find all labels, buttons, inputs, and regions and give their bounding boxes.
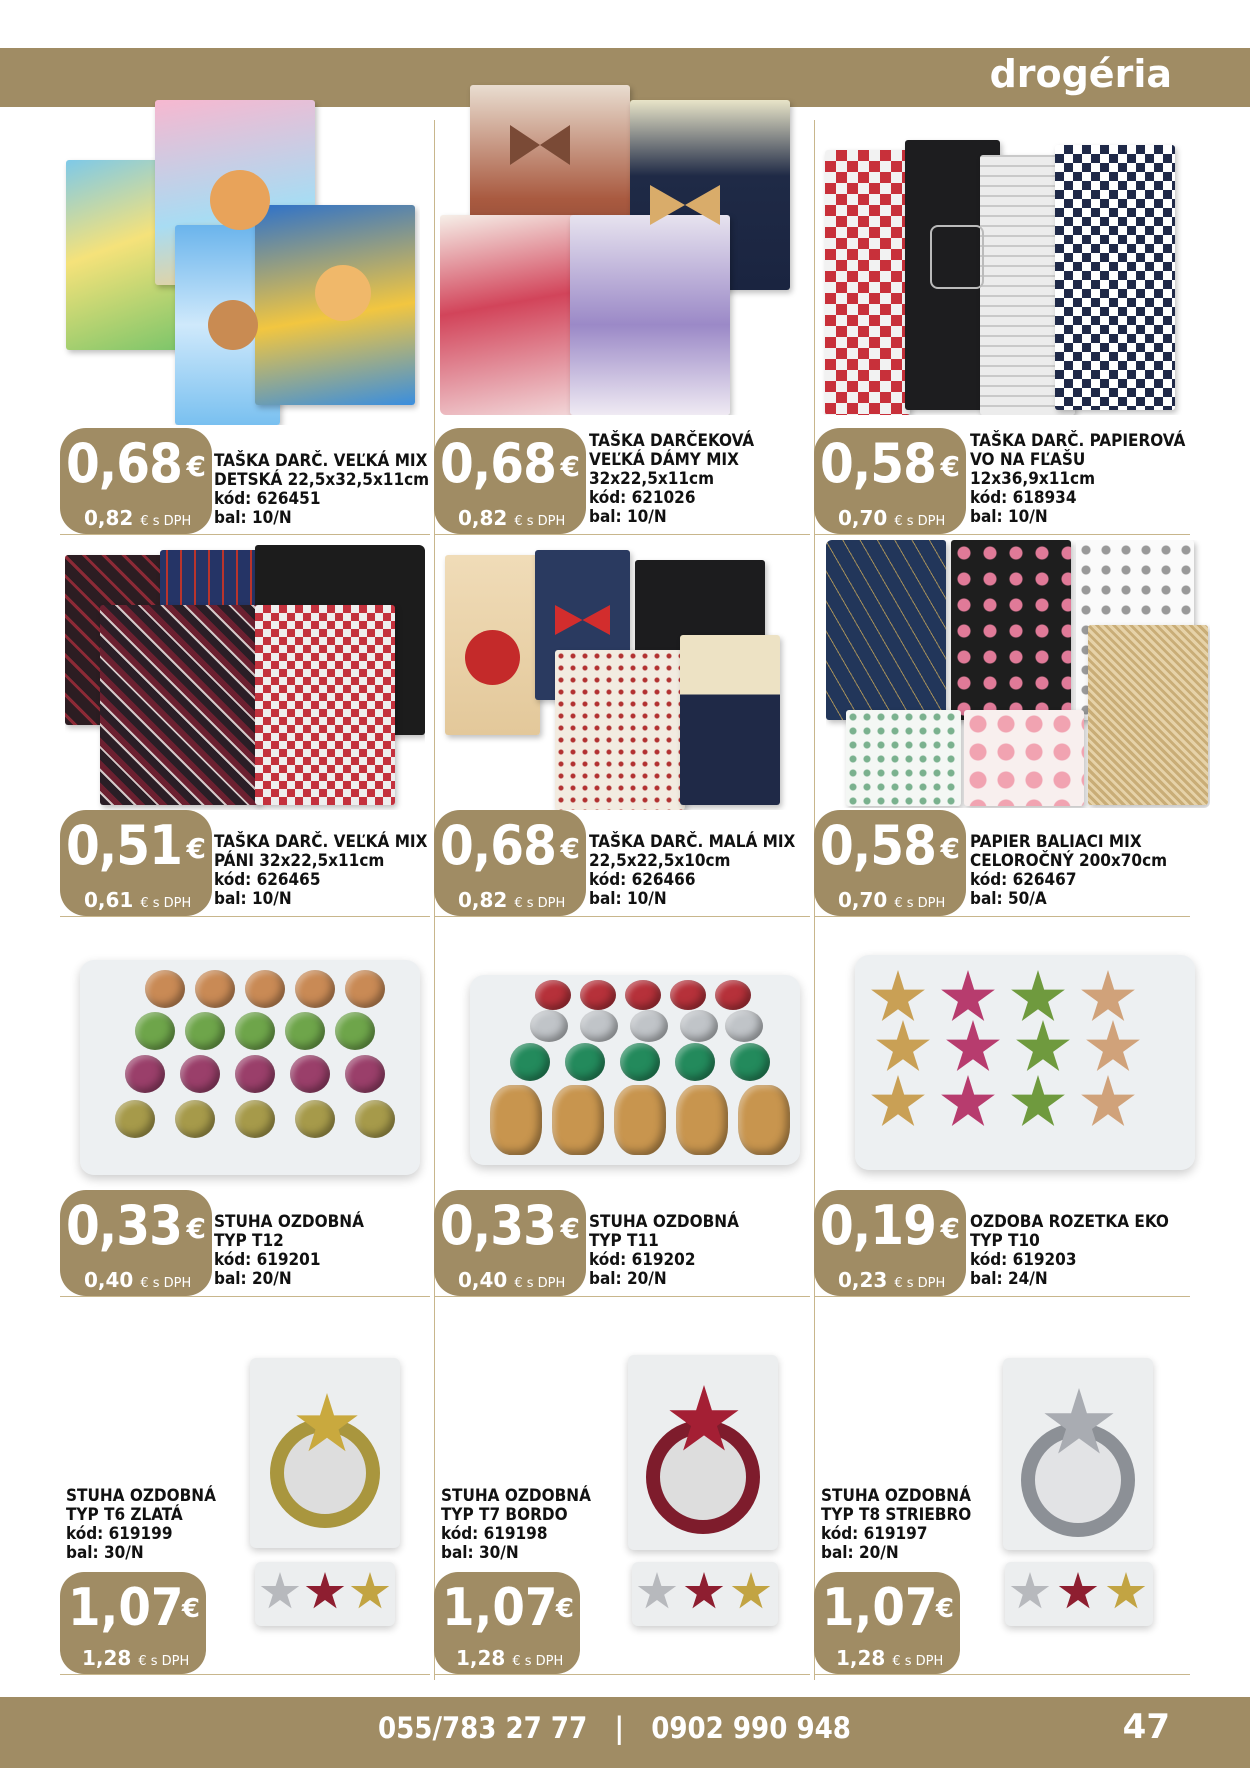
price: 0,58 — [820, 432, 936, 495]
category-title: drogéria — [989, 52, 1172, 96]
card-baseline — [814, 534, 1190, 535]
product-image-ribbon-t6 — [250, 1358, 400, 1548]
currency-symbol: € — [560, 832, 580, 865]
currency-symbol: € — [935, 1594, 954, 1624]
price: 0,33 — [66, 1194, 182, 1257]
price-badge — [434, 428, 586, 534]
card-baseline — [434, 916, 810, 917]
product-description: TAŠKA DARČ. PAPIEROVÁ VO NA FĽAŠU 12x36,9x11cm kód: 618934 bal: 10/N — [970, 431, 1186, 527]
price-badge — [814, 1572, 960, 1674]
price: 1,07 — [442, 1578, 558, 1638]
card-baseline — [814, 916, 1190, 917]
price-badge — [60, 1190, 212, 1296]
phone-landline: 055/783 27 77 — [378, 1711, 588, 1745]
price: 0,33 — [440, 1194, 556, 1257]
product-image-wrapping-paper — [826, 540, 1210, 808]
price-with-vat: 1,28 € s DPH — [456, 1646, 564, 1670]
product-description: TAŠKA DARČ. VEĽKÁ MIX PÁNI 32x22,5x11cm kód: 626465 bal: 10/N — [214, 832, 428, 909]
price-with-vat: 0,70 € s DPH — [838, 506, 946, 530]
phone-mobile: 0902 990 948 — [651, 1711, 851, 1745]
currency-symbol: € — [555, 1594, 574, 1624]
card-baseline — [434, 1674, 810, 1675]
variant-thumbnails — [255, 1562, 395, 1626]
price: 0,58 — [820, 814, 936, 877]
card-baseline — [60, 916, 430, 917]
card-baseline — [434, 1296, 810, 1297]
product-image-small-bags — [440, 545, 810, 810]
price-with-vat: 0,40 € s DPH — [84, 1268, 192, 1292]
product-image-ribbon-t11 — [470, 975, 800, 1165]
currency-symbol: € — [940, 832, 960, 865]
price: 0,68 — [440, 814, 556, 877]
product-description: TAŠKA DARČ. MALÁ MIX 22,5x22,5x10cm kód: 626466 bal: 10/N — [589, 832, 796, 909]
price-badge — [60, 428, 212, 534]
product-image-ladies-bags — [440, 75, 810, 415]
phone-separator: | — [614, 1711, 624, 1745]
price-badge — [814, 428, 966, 534]
price-with-vat: 0,82 € s DPH — [458, 506, 566, 530]
variant-thumbnails — [632, 1562, 778, 1626]
price-badge — [60, 1572, 206, 1674]
price: 0,68 — [440, 432, 556, 495]
price-badge — [434, 1572, 580, 1674]
card-baseline — [60, 534, 430, 535]
column-divider — [434, 120, 435, 1680]
contact-phones — [378, 1711, 851, 1745]
product-description: STUHA OZDOBNÁ TYP T12 kód: 619201 bal: 20/N — [214, 1212, 364, 1289]
card-baseline — [60, 1674, 430, 1675]
price-with-vat: 0,70 € s DPH — [838, 888, 946, 912]
product-image-bow-rosette — [855, 955, 1195, 1170]
price-badge — [434, 810, 586, 916]
price-with-vat: 1,28 € s DPH — [82, 1646, 190, 1670]
product-image-ribbon-t12 — [80, 960, 420, 1175]
price: 0,51 — [66, 814, 182, 877]
product-description: TAŠKA DARČEKOVÁ VEĽKÁ DÁMY MIX 32x22,5x11cm kód: 621026 bal: 10/N — [589, 431, 755, 527]
page-footer — [0, 1697, 1250, 1768]
variant-thumbnails — [1005, 1562, 1153, 1626]
product-description: TAŠKA DARČ. VEĽKÁ MIX DETSKÁ 22,5x32,5x11cm kód: 626451 bal: 10/N — [214, 451, 430, 528]
card-baseline — [434, 534, 810, 535]
price-with-vat: 0,82 € s DPH — [458, 888, 566, 912]
product-description: STUHA OZDOBNÁ TYP T6 ZLATÁ kód: 619199 bal: 30/N — [66, 1486, 216, 1563]
card-baseline — [814, 1674, 1190, 1675]
price-badge — [814, 810, 966, 916]
price-with-vat: 0,82 € s DPH — [84, 506, 192, 530]
currency-symbol: € — [186, 450, 206, 483]
price: 1,07 — [68, 1578, 184, 1638]
price: 1,07 — [822, 1578, 938, 1638]
card-baseline — [60, 1296, 430, 1297]
product-description: PAPIER BALIACI MIX CELOROČNÝ 200x70cm kód: 626467 bal: 50/A — [970, 832, 1168, 909]
card-baseline — [814, 1296, 1190, 1297]
price-badge — [434, 1190, 586, 1296]
product-description: STUHA OZDOBNÁ TYP T8 STRIEBRO kód: 619197 bal: 20/N — [821, 1486, 972, 1563]
currency-symbol: € — [940, 1212, 960, 1245]
currency-symbol: € — [560, 1212, 580, 1245]
product-image-ribbon-t8 — [1003, 1358, 1153, 1550]
product-image-men-bags — [65, 545, 425, 810]
price-badge — [60, 810, 212, 916]
product-image-bottle-bags — [820, 135, 1190, 415]
currency-symbol: € — [560, 450, 580, 483]
product-image-ribbon-t7 — [628, 1355, 778, 1550]
currency-symbol: € — [186, 832, 206, 865]
price: 0,19 — [820, 1194, 936, 1257]
product-description: STUHA OZDOBNÁ TYP T7 BORDO kód: 619198 bal: 30/N — [441, 1486, 591, 1563]
price-with-vat: 0,40 € s DPH — [458, 1268, 566, 1292]
price-badge — [814, 1190, 966, 1296]
product-image-kids-bags — [60, 100, 420, 425]
price-with-vat: 0,61 € s DPH — [84, 888, 192, 912]
price: 0,68 — [66, 432, 182, 495]
column-divider — [814, 120, 815, 1680]
product-description: STUHA OZDOBNÁ TYP T11 kód: 619202 bal: 20/N — [589, 1212, 739, 1289]
product-description: OZDOBA ROZETKA EKO TYP T10 kód: 619203 bal: 24/N — [970, 1212, 1169, 1289]
currency-symbol: € — [186, 1212, 206, 1245]
currency-symbol: € — [940, 450, 960, 483]
price-with-vat: 1,28 € s DPH — [836, 1646, 944, 1670]
page-number: 47 — [1122, 1707, 1170, 1747]
currency-symbol: € — [181, 1594, 200, 1624]
price-with-vat: 0,23 € s DPH — [838, 1268, 946, 1292]
